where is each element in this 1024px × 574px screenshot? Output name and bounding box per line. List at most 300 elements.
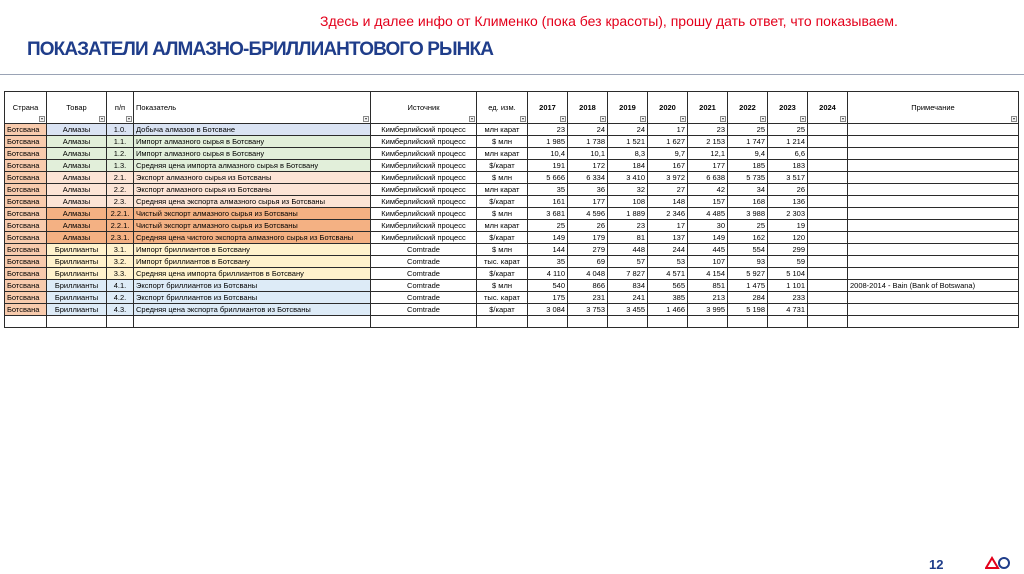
cell-country[interactable]: Ботсвана	[5, 136, 47, 148]
cell-product[interactable]: Бриллианты	[47, 256, 107, 268]
empty-cell[interactable]	[528, 316, 568, 328]
header-country[interactable]: Страна	[5, 92, 47, 124]
cell-value[interactable]: 25	[728, 220, 768, 232]
cell-value[interactable]: 231	[568, 292, 608, 304]
cell-remark[interactable]	[848, 148, 1019, 160]
cell-num[interactable]: 4.1.	[107, 280, 134, 292]
cell-value[interactable]: 3 753	[568, 304, 608, 316]
cell-value[interactable]: 32	[608, 184, 648, 196]
header-source[interactable]: Источник	[371, 92, 477, 124]
cell-value[interactable]: 9,7	[648, 148, 688, 160]
cell-source[interactable]: Кимберлийский процесс	[371, 172, 477, 184]
cell-unit[interactable]: $/карат	[477, 160, 528, 172]
cell-value[interactable]: 161	[528, 196, 568, 208]
cell-value[interactable]: 299	[768, 244, 808, 256]
cell-unit[interactable]: млн карат	[477, 124, 528, 136]
cell-value[interactable]: 1 738	[568, 136, 608, 148]
filter-dropdown-icon[interactable]	[560, 116, 566, 122]
filter-dropdown-icon[interactable]	[39, 116, 45, 122]
cell-country[interactable]: Ботсвана	[5, 292, 47, 304]
header-year[interactable]: 2024	[808, 92, 848, 124]
cell-remark[interactable]	[848, 304, 1019, 316]
cell-country[interactable]: Ботсвана	[5, 220, 47, 232]
cell-value[interactable]: 244	[648, 244, 688, 256]
cell-value[interactable]: 9,4	[728, 148, 768, 160]
cell-value[interactable]	[808, 124, 848, 136]
cell-num[interactable]: 2.2.1.	[107, 220, 134, 232]
cell-value[interactable]: 19	[768, 220, 808, 232]
table-row	[5, 160, 1019, 172]
table-row	[5, 196, 1019, 208]
cell-source[interactable]: Comtrade	[371, 280, 477, 292]
cell-num[interactable]: 1.2.	[107, 148, 134, 160]
cell-remark[interactable]	[848, 256, 1019, 268]
cell-num[interactable]: 1.1.	[107, 136, 134, 148]
cell-value[interactable]: 6 638	[688, 172, 728, 184]
cell-value[interactable]	[808, 160, 848, 172]
cell-indicator[interactable]: Экспорт бриллиантов из Ботсваны	[134, 280, 371, 292]
cell-value[interactable]: 168	[728, 196, 768, 208]
filter-dropdown-icon[interactable]	[469, 116, 475, 122]
cell-value[interactable]: 565	[648, 280, 688, 292]
header-unit[interactable]: ед. изм.	[477, 92, 528, 124]
cell-source[interactable]: Comtrade	[371, 268, 477, 280]
table-row	[5, 280, 1019, 292]
cell-num[interactable]: 3.2.	[107, 256, 134, 268]
cell-value[interactable]: 59	[768, 256, 808, 268]
cell-value[interactable]: 7 827	[608, 268, 648, 280]
filter-dropdown-icon[interactable]	[126, 116, 132, 122]
cell-value[interactable]: 17	[648, 124, 688, 136]
cell-unit[interactable]: $ млн	[477, 136, 528, 148]
cell-value[interactable]	[808, 304, 848, 316]
cell-value[interactable]: 3 517	[768, 172, 808, 184]
cell-remark[interactable]	[848, 268, 1019, 280]
cell-product[interactable]: Алмазы	[47, 184, 107, 196]
cell-value[interactable]	[808, 256, 848, 268]
cell-unit[interactable]: млн карат	[477, 184, 528, 196]
cell-value[interactable]: 30	[688, 220, 728, 232]
cell-value[interactable]: 284	[728, 292, 768, 304]
cell-value[interactable]: 177	[688, 160, 728, 172]
cell-source[interactable]: Кимберлийский процесс	[371, 208, 477, 220]
cell-value[interactable]: 10,1	[568, 148, 608, 160]
cell-indicator[interactable]: Импорт бриллиантов в Ботсвану	[134, 256, 371, 268]
cell-country[interactable]: Ботсвана	[5, 148, 47, 160]
filter-dropdown-icon[interactable]	[640, 116, 646, 122]
cell-value[interactable]: 36	[568, 184, 608, 196]
cell-source[interactable]: Кимберлийский процесс	[371, 148, 477, 160]
filter-dropdown-icon[interactable]	[720, 116, 726, 122]
cell-value[interactable]: 1 889	[608, 208, 648, 220]
cell-value[interactable]: 24	[568, 124, 608, 136]
cell-product[interactable]: Алмазы	[47, 208, 107, 220]
cell-value[interactable]	[808, 196, 848, 208]
table-row	[5, 136, 1019, 148]
empty-cell[interactable]	[5, 316, 47, 328]
cell-value[interactable]: 25	[768, 124, 808, 136]
cell-value[interactable]: 6 334	[568, 172, 608, 184]
cell-value[interactable]: 3 995	[688, 304, 728, 316]
cell-value[interactable]: 4 154	[688, 268, 728, 280]
empty-row	[5, 316, 1019, 328]
cell-num[interactable]: 1.0.	[107, 124, 134, 136]
cell-indicator[interactable]: Импорт бриллиантов в Ботсвану	[134, 244, 371, 256]
cell-value[interactable]: 5 927	[728, 268, 768, 280]
cell-num[interactable]: 2.1.	[107, 172, 134, 184]
cell-value[interactable]	[808, 280, 848, 292]
cell-remark[interactable]	[848, 232, 1019, 244]
cell-indicator[interactable]: Добыча алмазов в Ботсване	[134, 124, 371, 136]
cell-num[interactable]: 2.3.1.	[107, 232, 134, 244]
cell-value[interactable]: 177	[568, 196, 608, 208]
cell-value[interactable]: 4 571	[648, 268, 688, 280]
cell-value[interactable]: 1 521	[608, 136, 648, 148]
cell-product[interactable]: Алмазы	[47, 232, 107, 244]
cell-remark[interactable]	[848, 244, 1019, 256]
cell-value[interactable]: 3 084	[528, 304, 568, 316]
cell-unit[interactable]: $ млн	[477, 280, 528, 292]
filter-dropdown-icon[interactable]	[520, 116, 526, 122]
cell-source[interactable]: Comtrade	[371, 256, 477, 268]
cell-value[interactable]: 10,4	[528, 148, 568, 160]
filter-dropdown-icon[interactable]	[680, 116, 686, 122]
cell-value[interactable]: 3 681	[528, 208, 568, 220]
cell-value[interactable]: 279	[568, 244, 608, 256]
cell-value[interactable]: 12,1	[688, 148, 728, 160]
cell-value[interactable]: 2 153	[688, 136, 728, 148]
cell-value[interactable]: 4 731	[768, 304, 808, 316]
cell-value[interactable]: 26	[568, 220, 608, 232]
cell-unit[interactable]: $/карат	[477, 304, 528, 316]
cell-unit[interactable]: $/карат	[477, 268, 528, 280]
header-year[interactable]: 2020	[648, 92, 688, 124]
cell-indicator[interactable]: Экспорт алмазного сырья из Ботсваны	[134, 172, 371, 184]
cell-product[interactable]: Алмазы	[47, 220, 107, 232]
cell-source[interactable]: Кимберлийский процесс	[371, 160, 477, 172]
cell-unit[interactable]: млн карат	[477, 148, 528, 160]
cell-value[interactable]: 53	[648, 256, 688, 268]
cell-remark[interactable]	[848, 292, 1019, 304]
empty-cell[interactable]	[768, 316, 808, 328]
filter-dropdown-icon[interactable]	[1011, 116, 1017, 122]
cell-remark[interactable]	[848, 196, 1019, 208]
filter-dropdown-icon[interactable]	[600, 116, 606, 122]
cell-value[interactable]	[808, 232, 848, 244]
cell-value[interactable]	[808, 208, 848, 220]
cell-num[interactable]: 4.3.	[107, 304, 134, 316]
cell-value[interactable]: 1 475	[728, 280, 768, 292]
comment-note: Здесь и далее инфо от Клименко (пока без красоты), прошу дать ответ, что показываем.	[320, 13, 898, 29]
empty-cell[interactable]	[648, 316, 688, 328]
filter-dropdown-icon[interactable]	[760, 116, 766, 122]
cell-value[interactable]: 2 346	[648, 208, 688, 220]
cell-source[interactable]: Кимберлийский процесс	[371, 136, 477, 148]
cell-num[interactable]: 2.2.	[107, 184, 134, 196]
cell-value[interactable]	[808, 172, 848, 184]
empty-cell[interactable]	[848, 316, 1019, 328]
cell-country[interactable]: Ботсвана	[5, 196, 47, 208]
cell-indicator[interactable]: Импорт алмазного сырья в Ботсвану	[134, 148, 371, 160]
cell-country[interactable]: Ботсвана	[5, 232, 47, 244]
cell-value[interactable]: 554	[728, 244, 768, 256]
cell-value[interactable]: 57	[608, 256, 648, 268]
cell-value[interactable]: 25	[528, 220, 568, 232]
cell-value[interactable]: 185	[728, 160, 768, 172]
cell-value[interactable]: 213	[688, 292, 728, 304]
cell-value[interactable]: 6,6	[768, 148, 808, 160]
cell-remark[interactable]: 2008-2014 - Bain (Bank of Botswana)	[848, 280, 1019, 292]
empty-cell[interactable]	[728, 316, 768, 328]
cell-value[interactable]: 149	[688, 232, 728, 244]
cell-indicator[interactable]: Средняя цена экспорта алмазного сырья из Ботсваны	[134, 196, 371, 208]
cell-source[interactable]: Кимберлийский процесс	[371, 196, 477, 208]
empty-cell[interactable]	[608, 316, 648, 328]
cell-num[interactable]: 3.3.	[107, 268, 134, 280]
table-row	[5, 148, 1019, 160]
cell-value[interactable]: 179	[568, 232, 608, 244]
cell-value[interactable]: 149	[528, 232, 568, 244]
cell-value[interactable]: 42	[688, 184, 728, 196]
table-row	[5, 268, 1019, 280]
cell-value[interactable]: 148	[648, 196, 688, 208]
cell-product[interactable]: Бриллианты	[47, 292, 107, 304]
cell-remark[interactable]	[848, 220, 1019, 232]
cell-value[interactable]: 3 988	[728, 208, 768, 220]
cell-unit[interactable]: $ млн	[477, 244, 528, 256]
empty-cell[interactable]	[688, 316, 728, 328]
cell-value[interactable]: 107	[688, 256, 728, 268]
cell-value[interactable]	[808, 292, 848, 304]
cell-country[interactable]: Ботсвана	[5, 304, 47, 316]
cell-value[interactable]: 35	[528, 184, 568, 196]
cell-indicator[interactable]: Средняя цена чистого экспорта алмазного сырья из Ботсваны	[134, 232, 371, 244]
empty-cell[interactable]	[371, 316, 477, 328]
cell-source[interactable]: Comtrade	[371, 244, 477, 256]
cell-country[interactable]: Ботсвана	[5, 280, 47, 292]
cell-value[interactable]	[808, 244, 848, 256]
cell-value[interactable]: 175	[528, 292, 568, 304]
cell-source[interactable]: Comtrade	[371, 292, 477, 304]
cell-value[interactable]: 23	[688, 124, 728, 136]
cell-value[interactable]: 4 485	[688, 208, 728, 220]
page-number: 12	[929, 557, 944, 572]
cell-value[interactable]: 35	[528, 256, 568, 268]
cell-value[interactable]: 184	[608, 160, 648, 172]
empty-cell[interactable]	[808, 316, 848, 328]
cell-value[interactable]: 81	[608, 232, 648, 244]
cell-value[interactable]: 233	[768, 292, 808, 304]
cell-product[interactable]: Бриллианты	[47, 280, 107, 292]
cell-product[interactable]: Алмазы	[47, 160, 107, 172]
empty-cell[interactable]	[47, 316, 107, 328]
cell-country[interactable]: Ботсвана	[5, 124, 47, 136]
cell-remark[interactable]	[848, 136, 1019, 148]
header-indicator[interactable]: Показатель	[134, 92, 371, 124]
filter-dropdown-icon[interactable]	[363, 116, 369, 122]
cell-unit[interactable]: $ млн	[477, 172, 528, 184]
cell-indicator[interactable]: Экспорт алмазного сырья из Ботсваны	[134, 184, 371, 196]
cell-unit[interactable]: млн карат	[477, 220, 528, 232]
cell-value[interactable]: 23	[608, 220, 648, 232]
cell-country[interactable]: Ботсвана	[5, 208, 47, 220]
table-row	[5, 124, 1019, 136]
cell-value[interactable]	[808, 184, 848, 196]
cell-country[interactable]: Ботсвана	[5, 268, 47, 280]
cell-value[interactable]: 34	[728, 184, 768, 196]
cell-value[interactable]: 5 666	[528, 172, 568, 184]
cell-value[interactable]: 108	[608, 196, 648, 208]
cell-unit[interactable]: тыс. карат	[477, 256, 528, 268]
cell-value[interactable]: 144	[528, 244, 568, 256]
cell-value[interactable]	[808, 220, 848, 232]
cell-country[interactable]: Ботсвана	[5, 244, 47, 256]
cell-value[interactable]: 4 048	[568, 268, 608, 280]
cell-product[interactable]: Бриллианты	[47, 244, 107, 256]
cell-value[interactable]: 157	[688, 196, 728, 208]
cell-value[interactable]	[808, 136, 848, 148]
cell-value[interactable]: 1 627	[648, 136, 688, 148]
table-row	[5, 244, 1019, 256]
cell-unit[interactable]: $/карат	[477, 232, 528, 244]
cell-value[interactable]: 23	[528, 124, 568, 136]
header-year[interactable]: 2021	[688, 92, 728, 124]
cell-value[interactable]: 1 214	[768, 136, 808, 148]
cell-value[interactable]: 167	[648, 160, 688, 172]
cell-indicator[interactable]: Средняя цена импорта бриллиантов в Ботсвану	[134, 268, 371, 280]
cell-unit[interactable]: $/карат	[477, 196, 528, 208]
company-logo-icon	[985, 556, 1011, 570]
cell-value[interactable]: 191	[528, 160, 568, 172]
cell-indicator[interactable]: Средняя цена экспорта бриллиантов из Ботсваны	[134, 304, 371, 316]
empty-cell[interactable]	[477, 316, 528, 328]
cell-num[interactable]: 3.1.	[107, 244, 134, 256]
cell-value[interactable]: 26	[768, 184, 808, 196]
cell-value[interactable]: 27	[648, 184, 688, 196]
cell-value[interactable]: 24	[608, 124, 648, 136]
cell-value[interactable]: 25	[728, 124, 768, 136]
cell-value[interactable]: 5 198	[728, 304, 768, 316]
cell-value[interactable]: 93	[728, 256, 768, 268]
cell-value[interactable]: 1 466	[648, 304, 688, 316]
cell-num[interactable]: 1.3.	[107, 160, 134, 172]
header-year[interactable]: 2018	[568, 92, 608, 124]
table-body	[5, 124, 1019, 328]
cell-num[interactable]: 2.3.	[107, 196, 134, 208]
table-row	[5, 172, 1019, 184]
cell-source[interactable]: Кимберлийский процесс	[371, 232, 477, 244]
cell-remark[interactable]	[848, 124, 1019, 136]
cell-value[interactable]: 448	[608, 244, 648, 256]
cell-value[interactable]: 3 972	[648, 172, 688, 184]
cell-value[interactable]: 172	[568, 160, 608, 172]
cell-value[interactable]: 241	[608, 292, 648, 304]
empty-cell[interactable]	[107, 316, 134, 328]
cell-source[interactable]: Кимберлийский процесс	[371, 124, 477, 136]
cell-value[interactable]: 851	[688, 280, 728, 292]
cell-value[interactable]: 1 747	[728, 136, 768, 148]
cell-country[interactable]: Ботсвана	[5, 160, 47, 172]
cell-value[interactable]: 385	[648, 292, 688, 304]
cell-remark[interactable]	[848, 184, 1019, 196]
header-year[interactable]: 2017	[528, 92, 568, 124]
cell-value[interactable]: 5 104	[768, 268, 808, 280]
header-year[interactable]: 2019	[608, 92, 648, 124]
filter-dropdown-icon[interactable]	[840, 116, 846, 122]
cell-country[interactable]: Ботсвана	[5, 256, 47, 268]
cell-value[interactable]: 866	[568, 280, 608, 292]
cell-num[interactable]: 2.2.1.	[107, 208, 134, 220]
cell-value[interactable]: 445	[688, 244, 728, 256]
cell-value[interactable]: 17	[648, 220, 688, 232]
cell-value[interactable]	[808, 268, 848, 280]
header-year[interactable]: 2022	[728, 92, 768, 124]
cell-value[interactable]: 2 303	[768, 208, 808, 220]
cell-indicator[interactable]: Чистый экспорт алмазного сырья из Ботсваны	[134, 220, 371, 232]
cell-product[interactable]: Алмазы	[47, 124, 107, 136]
cell-value[interactable]: 3 410	[608, 172, 648, 184]
cell-unit[interactable]: тыс. карат	[477, 292, 528, 304]
cell-value[interactable]: 4 110	[528, 268, 568, 280]
cell-remark[interactable]	[848, 172, 1019, 184]
header-year[interactable]: 2023	[768, 92, 808, 124]
cell-indicator[interactable]: Экспорт бриллиантов из Ботсваны	[134, 292, 371, 304]
cell-indicator[interactable]: Импорт алмазного сырья в Ботсвану	[134, 136, 371, 148]
cell-value[interactable]: 4 596	[568, 208, 608, 220]
cell-source[interactable]: Comtrade	[371, 304, 477, 316]
cell-num[interactable]: 4.2.	[107, 292, 134, 304]
cell-value[interactable]: 1 101	[768, 280, 808, 292]
cell-remark[interactable]	[848, 208, 1019, 220]
filter-dropdown-icon[interactable]	[800, 116, 806, 122]
cell-product[interactable]: Бриллианты	[47, 268, 107, 280]
cell-value[interactable]: 120	[768, 232, 808, 244]
cell-product[interactable]: Бриллианты	[47, 304, 107, 316]
cell-value[interactable]: 136	[768, 196, 808, 208]
cell-product[interactable]: Алмазы	[47, 196, 107, 208]
cell-product[interactable]: Алмазы	[47, 148, 107, 160]
cell-value[interactable]	[808, 148, 848, 160]
cell-value[interactable]: 137	[648, 232, 688, 244]
header-num[interactable]: п/п	[107, 92, 134, 124]
cell-country[interactable]: Ботсвана	[5, 172, 47, 184]
cell-indicator[interactable]: Чистый экспорт алмазного сырья из Ботсваны	[134, 208, 371, 220]
cell-source[interactable]: Кимберлийский процесс	[371, 184, 477, 196]
cell-value[interactable]: 540	[528, 280, 568, 292]
cell-value[interactable]: 5 735	[728, 172, 768, 184]
cell-source[interactable]: Кимберлийский процесс	[371, 220, 477, 232]
cell-value[interactable]: 834	[608, 280, 648, 292]
header-product[interactable]: Товар	[47, 92, 107, 124]
cell-value[interactable]: 3 455	[608, 304, 648, 316]
cell-product[interactable]: Алмазы	[47, 136, 107, 148]
cell-country[interactable]: Ботсвана	[5, 184, 47, 196]
cell-value[interactable]: 183	[768, 160, 808, 172]
header-remark[interactable]: Примечание	[848, 92, 1019, 124]
cell-value[interactable]: 69	[568, 256, 608, 268]
cell-value[interactable]: 162	[728, 232, 768, 244]
cell-value[interactable]: 1 985	[528, 136, 568, 148]
empty-cell[interactable]	[568, 316, 608, 328]
cell-remark[interactable]	[848, 160, 1019, 172]
empty-cell[interactable]	[134, 316, 371, 328]
filter-dropdown-icon[interactable]	[99, 116, 105, 122]
cell-value[interactable]: 8,3	[608, 148, 648, 160]
cell-product[interactable]: Алмазы	[47, 172, 107, 184]
cell-indicator[interactable]: Средняя цена импорта алмазного сырья в Ботсвану	[134, 160, 371, 172]
cell-unit[interactable]: $ млн	[477, 208, 528, 220]
table-row	[5, 232, 1019, 244]
